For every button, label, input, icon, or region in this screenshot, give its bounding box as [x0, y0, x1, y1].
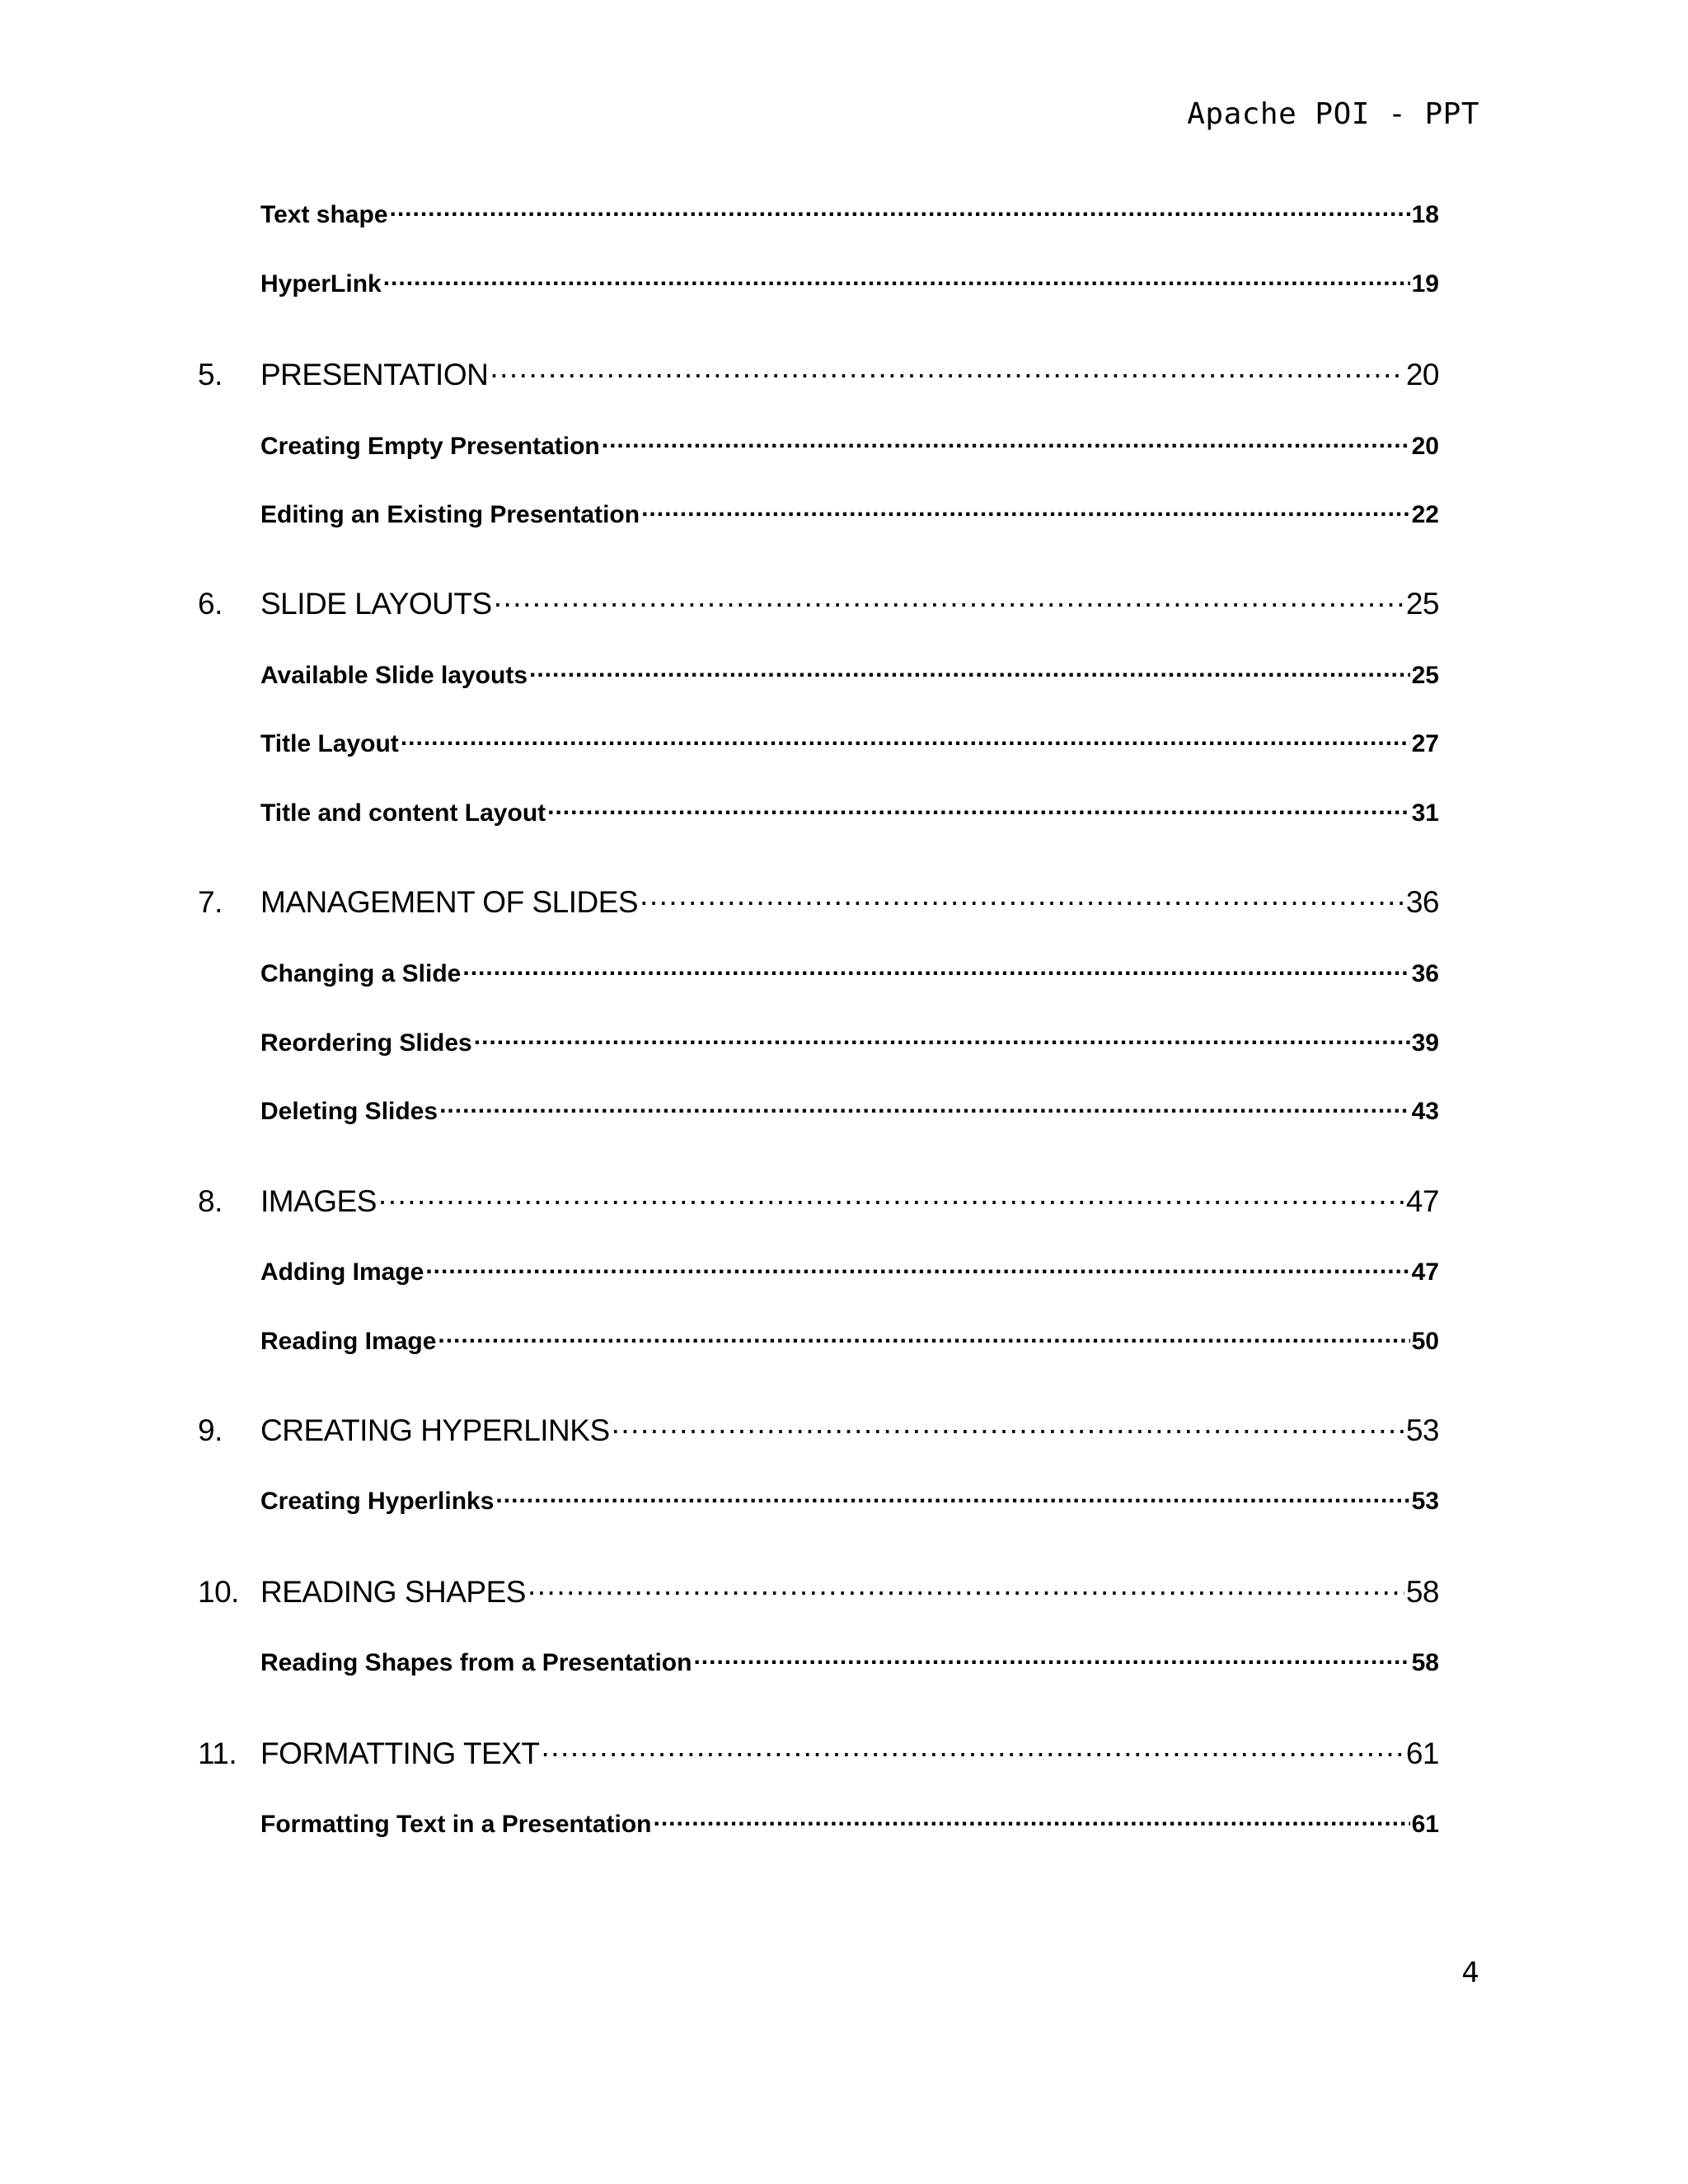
toc-page-number: 47: [1411, 1258, 1439, 1286]
toc-page-number: 27: [1411, 730, 1439, 757]
toc-section-entry[interactable]: [260, 727, 1439, 758]
toc-page-number: 36: [1411, 960, 1439, 987]
toc-page-number: 47: [1405, 1184, 1439, 1218]
toc-page-number: 31: [1411, 799, 1439, 827]
toc-entry-title: Text shape: [260, 201, 388, 228]
toc-section-entry[interactable]: [260, 1094, 1439, 1126]
toc-page-number: 61: [1411, 1811, 1439, 1838]
toc-entry-title: PRESENTATION: [260, 358, 489, 391]
toc-section-entry[interactable]: [260, 1807, 1439, 1839]
toc-chapter-entry[interactable]: [198, 1572, 1439, 1610]
toc-dot-leader: [495, 1484, 1409, 1509]
toc-dot-leader: [490, 354, 1404, 385]
toc-dot-leader: [612, 1410, 1404, 1441]
toc-section-entry[interactable]: [260, 957, 1439, 988]
toc-page-number: 25: [1405, 587, 1439, 621]
toc-chapter-entry[interactable]: [198, 882, 1439, 920]
toc-page-number: 20: [1411, 433, 1439, 460]
toc-chapter-number: 8.: [198, 1184, 223, 1218]
toc-entry-title: Reordering Slides: [260, 1029, 472, 1057]
toc-page-number: 22: [1411, 501, 1439, 528]
toc-entry-title: Adding Image: [260, 1258, 424, 1286]
page-number: 4: [1461, 1957, 1479, 1990]
toc-chapter-number: 10.: [198, 1575, 239, 1609]
toc-page-number: 36: [1405, 885, 1439, 919]
toc-page-number: 20: [1405, 358, 1439, 391]
toc-dot-leader: [462, 957, 1409, 982]
toc-chapter-entry[interactable]: [198, 1181, 1439, 1219]
toc-entry-title: Changing a Slide: [260, 960, 462, 987]
toc-entry-title: Creating Hyperlinks: [260, 1488, 495, 1515]
toc-section-entry[interactable]: [260, 1484, 1439, 1516]
toc-dot-leader: [641, 498, 1410, 523]
toc-section-entry[interactable]: [260, 198, 1439, 229]
toc-dot-leader: [390, 198, 1410, 223]
toc-section-entry[interactable]: [260, 429, 1439, 461]
toc-page-number: 50: [1411, 1328, 1439, 1355]
toc-entry-title: SLIDE LAYOUTS: [260, 587, 492, 621]
toc-page-number: 39: [1411, 1029, 1439, 1057]
toc-entry-title: FORMATTING TEXT: [260, 1736, 540, 1770]
toc-page-number: 53: [1405, 1413, 1439, 1447]
toc-chapter-number: 11.: [198, 1736, 237, 1770]
toc-section-entry[interactable]: [260, 498, 1439, 529]
toc-section-entry[interactable]: [260, 1255, 1439, 1286]
toc-dot-leader: [383, 267, 1410, 292]
toc-dot-leader: [542, 1733, 1404, 1764]
toc-section-entry[interactable]: [260, 796, 1439, 827]
toc-entry-title: READING SHAPES: [260, 1575, 526, 1609]
toc-page-number: 58: [1405, 1575, 1439, 1609]
toc-dot-leader: [528, 1572, 1404, 1602]
toc-page-number: 18: [1411, 201, 1439, 228]
toc-page-number: 43: [1411, 1098, 1439, 1125]
toc-section-entry[interactable]: [260, 1646, 1439, 1677]
toc-section-entry[interactable]: [260, 267, 1439, 298]
toc-dot-leader: [529, 658, 1410, 683]
toc-entry-title: CREATING HYPERLINKS: [260, 1413, 610, 1447]
toc-entry-title: IMAGES: [260, 1184, 377, 1218]
toc-chapter-number: 6.: [198, 587, 223, 621]
toc-page-number: 19: [1411, 270, 1439, 298]
toc-entry-title: Title Layout: [260, 730, 399, 757]
toc-page-number: 58: [1411, 1649, 1439, 1676]
toc-page-number: 25: [1411, 662, 1439, 689]
toc-entry-title: Available Slide layouts: [260, 662, 528, 689]
toc-dot-leader: [425, 1255, 1409, 1280]
toc-dot-leader: [654, 1807, 1410, 1832]
toc-entry-title: Title and content Layout: [260, 799, 546, 827]
toc-dot-leader: [378, 1181, 1404, 1212]
toc-entry-title: Editing an Existing Presentation: [260, 501, 640, 528]
toc-chapter-entry[interactable]: [198, 1733, 1439, 1771]
toc-chapter-entry[interactable]: [198, 354, 1439, 392]
toc-entry-title: Creating Empty Presentation: [260, 433, 600, 460]
toc-dot-leader: [474, 1026, 1410, 1051]
toc-page-number: 61: [1405, 1736, 1439, 1770]
toc-chapter-entry[interactable]: [198, 1410, 1439, 1448]
toc-dot-leader: [439, 1094, 1410, 1119]
toc-section-entry[interactable]: [260, 1324, 1439, 1356]
toc-chapter-number: 5.: [198, 358, 223, 391]
toc-entry-title: Reading Image: [260, 1328, 437, 1355]
toc-entry-title: Formatting Text in a Presentation: [260, 1811, 652, 1838]
toc-dot-leader: [640, 882, 1404, 912]
toc-dot-leader: [494, 583, 1404, 614]
toc-section-entry[interactable]: [260, 1026, 1439, 1057]
toc-chapter-entry[interactable]: [198, 583, 1439, 621]
toc-section-entry[interactable]: [260, 658, 1439, 690]
toc-dot-leader: [547, 796, 1409, 821]
toc-dot-leader: [693, 1646, 1409, 1671]
toc-dot-leader: [438, 1324, 1409, 1349]
toc-dot-leader: [602, 429, 1410, 454]
toc-entry-title: Deleting Slides: [260, 1098, 438, 1125]
toc-dot-leader: [401, 727, 1410, 752]
toc-page-number: 53: [1411, 1488, 1439, 1515]
toc-entry-title: MANAGEMENT OF SLIDES: [260, 885, 639, 919]
toc-entry-title: Reading Shapes from a Presentation: [260, 1649, 692, 1676]
toc-chapter-number: 7.: [198, 885, 223, 919]
running-header: Apache POI - PPT: [1187, 97, 1479, 131]
toc-entry-title: HyperLink: [260, 270, 382, 298]
toc-chapter-number: 9.: [198, 1413, 223, 1447]
